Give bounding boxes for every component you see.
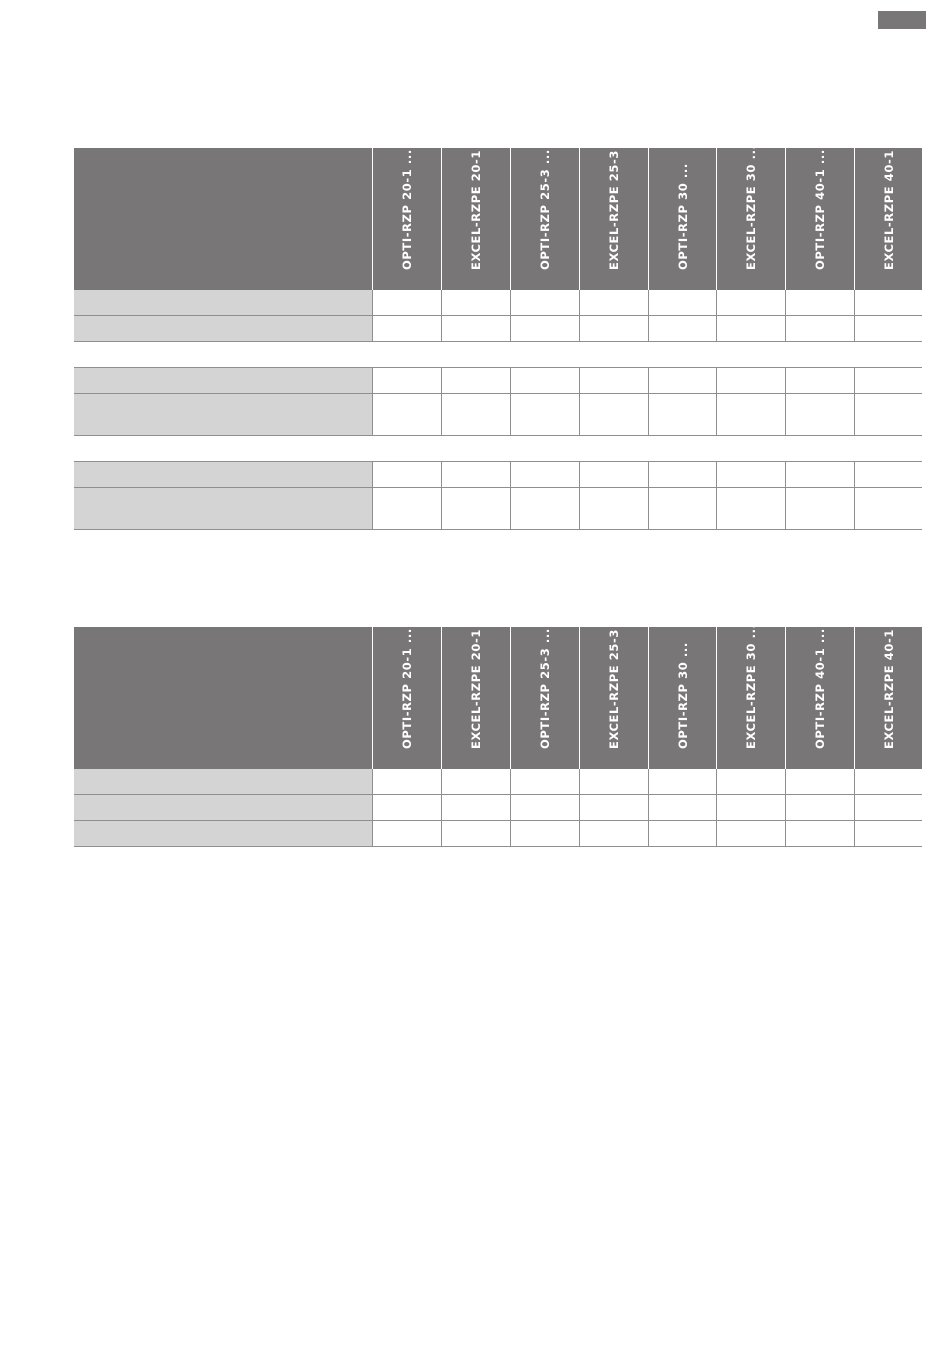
header-label-cell [74,627,372,769]
column-header: OPTI-RZP 40-1 ... [785,148,854,290]
row-label-cell [74,769,372,794]
table-row [74,462,922,488]
page-tab-marker [878,11,926,29]
value-cell [648,394,717,435]
header-label-cell [74,148,372,290]
column-header: OPTI-RZP 30 ... [648,148,717,290]
value-cell [854,394,923,435]
value-cell [648,795,717,820]
value-cell [441,462,510,487]
value-cell [579,316,648,341]
column-header: OPTI-RZP 25-3 ... [510,148,579,290]
value-cell [441,368,510,393]
value-cell [648,769,717,794]
row-label-cell [74,394,372,435]
column-header: OPTI-RZP 30 ... [648,627,717,769]
table-row [74,821,922,847]
column-header: EXCEL-RZPE 20-1 ... [441,627,510,769]
value-cell [716,821,785,846]
value-cell [716,795,785,820]
value-cell [716,394,785,435]
value-cell [716,488,785,529]
row-label-cell [74,368,372,393]
row-label-cell [74,290,372,315]
table-row [74,795,922,821]
value-cell [854,769,923,794]
value-cell [441,394,510,435]
value-cell [854,316,923,341]
column-header: EXCEL-RZPE 40-1 ... [854,627,923,769]
row-label-cell [74,795,372,820]
column-header: OPTI-RZP 25-3 ... [510,627,579,769]
table-row [74,368,922,394]
value-cell [716,290,785,315]
value-cell [716,368,785,393]
table-row [74,394,922,436]
value-cell [785,394,854,435]
value-cell [579,488,648,529]
value-cell [785,795,854,820]
value-cell [716,316,785,341]
value-cell [441,488,510,529]
value-cell [854,488,923,529]
value-cell [372,394,441,435]
value-cell [510,368,579,393]
value-cell [372,290,441,315]
value-cell [579,462,648,487]
value-cell [441,316,510,341]
value-cell [854,462,923,487]
column-header: EXCEL-RZPE 25-3 ... [579,627,648,769]
column-header: OPTI-RZP 20-1 ... [372,148,441,290]
value-cell [510,316,579,341]
value-cell [372,316,441,341]
column-header: EXCEL-RZPE 30 ... [716,627,785,769]
value-cell [510,488,579,529]
value-cell [579,795,648,820]
value-cell [510,462,579,487]
spec-table-2 [74,609,922,847]
value-cell [579,769,648,794]
value-cell [854,290,923,315]
table-row [74,488,922,530]
value-cell [854,795,923,820]
value-cell [372,769,441,794]
value-cell [785,368,854,393]
column-header: EXCEL-RZPE 25-3 ... [579,148,648,290]
value-cell [510,821,579,846]
value-cell [441,795,510,820]
table-header [74,609,922,769]
value-cell [785,290,854,315]
row-label-cell [74,462,372,487]
column-header: OPTI-RZP 40-1 ... [785,627,854,769]
value-cell [510,290,579,315]
section-gap [74,436,922,462]
value-cell [648,290,717,315]
value-cell [648,462,717,487]
table-header [74,130,922,290]
value-cell [372,488,441,529]
value-cell [579,394,648,435]
value-cell [648,368,717,393]
column-header: EXCEL-RZPE 30 ... [716,148,785,290]
table-row [74,769,922,795]
column-header: EXCEL-RZPE 40-1 ... [854,148,923,290]
value-cell [785,316,854,341]
value-cell [372,795,441,820]
row-label-cell [74,316,372,341]
value-cell [510,795,579,820]
value-cell [441,769,510,794]
value-cell [785,462,854,487]
table-row [74,316,922,342]
value-cell [648,316,717,341]
value-cell [785,769,854,794]
value-cell [785,488,854,529]
value-cell [716,769,785,794]
column-header: EXCEL-RZPE 20-1 ... [441,148,510,290]
value-cell [372,821,441,846]
value-cell [441,821,510,846]
value-cell [648,821,717,846]
table-row [74,290,922,316]
value-cell [510,394,579,435]
section-gap [74,342,922,368]
spec-table-1 [74,130,922,530]
value-cell [716,462,785,487]
value-cell [441,290,510,315]
value-cell [579,290,648,315]
value-cell [579,821,648,846]
value-cell [372,368,441,393]
value-cell [854,821,923,846]
row-label-cell [74,821,372,846]
value-cell [510,769,579,794]
value-cell [648,488,717,529]
value-cell [785,821,854,846]
value-cell [372,462,441,487]
value-cell [579,368,648,393]
row-label-cell [74,488,372,529]
column-header: OPTI-RZP 20-1 ... [372,627,441,769]
value-cell [854,368,923,393]
